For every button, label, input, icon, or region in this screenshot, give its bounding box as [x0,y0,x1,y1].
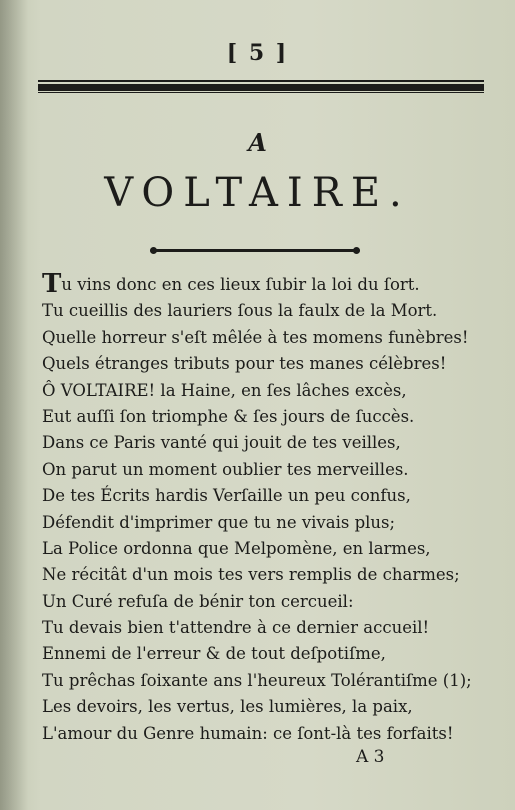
poem-body [42,269,492,747]
poem-line: La Police ordonna que Melpomène, en larmes, [42,538,431,558]
signature-mark: A 3 [356,747,385,767]
poem-line: Dans ce Paris vanté qui jouit de tes veilles, [42,433,401,453]
header-rule [38,80,484,94]
poem-line: Un Curé refuſa de bénir ton cercueil: [42,591,354,611]
poem-line-text: u vins donc en ces lieux ſubir la loi du ſort. [61,275,420,294]
poem-line: Défendit d'imprimer que tu ne vivais plus; [42,512,396,532]
poem-line: Tu cueillis des lauriers ſous la faulx de la Mort. [42,301,438,321]
dedication-preposition: A [248,128,267,157]
poem-line: Ne récitât d'un mois tes vers remplis de charmes; [42,565,460,585]
spine-shadow [0,0,28,810]
poem-line: On parut un moment oublier tes merveilles. [42,459,409,479]
poem-line: Eut auſſi ſon triomphe & ſes jours de ſuccès. [42,406,415,426]
poem-line: Tu devais bien t'attendre à ce dernier accueil! [42,618,430,638]
poem-line: Les devoirs, les vertus, les lumières, la paix, [42,697,413,717]
page-number: [ 5 ] [226,40,289,66]
poem-line: L'amour du Genre humain: ce ſont-là tes forfaits! [42,723,454,743]
poem-line: Quelle horreur s'eſt mêlée à tes momens funèbres! [42,327,469,347]
poem-line: Quels étranges tributs pour tes manes célèbres! [42,354,447,374]
poem-line [42,269,492,299]
poem-line: Ô VOLTAIRE! la Haine, en ſes lâches excès, [42,380,407,400]
drop-cap: T [42,269,62,299]
poem-line: De tes Écrits hardis Verſaille un peu confus, [42,486,411,506]
poem-line: Ennemi de l'erreur & de tout deſpotiſme, [42,644,386,664]
poem-line: Tu prêchas ſoixante ans l'heureux Tolérantiſme (1); [42,670,472,690]
poem-title: VOLTAIRE. [104,170,411,216]
ornamental-rule [150,245,360,257]
